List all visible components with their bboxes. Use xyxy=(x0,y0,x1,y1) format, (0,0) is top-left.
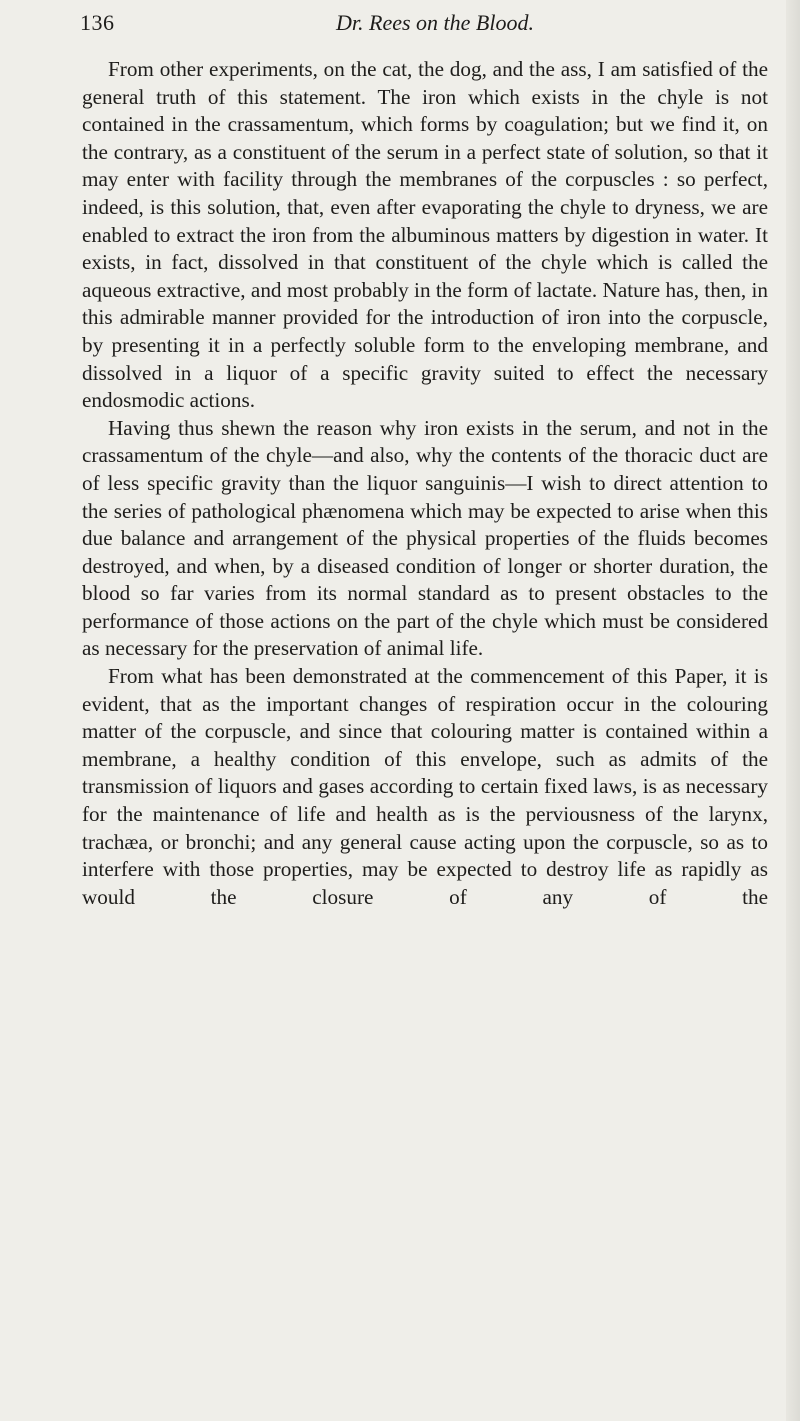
page-header xyxy=(80,10,770,46)
page-edge-shadow xyxy=(786,0,800,1421)
page-number: 136 xyxy=(80,10,115,35)
paragraph-2: Having thus shewn the reason why iron exists in the serum, and not in the crassamentum of the chyle—and also, why the contents of the thoracic duct are of less specific gravity than the liquor sanguinis—I wish to direct attention to the series of pathological phænomena which may be expected to arise when this due balance and arrangement of the physical properties of the fluids becomes destroyed, and when, by a diseased condition of longer or shorter duration, the blood so far varies from its normal standard as to present obstacles to the performance of those actions on the part of the chyle which must be considered as necessary for the preservation of animal life. xyxy=(82,415,768,661)
paragraph-1: From other experiments, on the cat, the dog, and the ass, I am satisfied of the general truth of this statement. The iron which exists in the chyle is not contained in the crassamentum, which forms by coagulation; but we find it, on the contrary, as a constituent of the serum in a perfect state of solution, so that it may enter with facility through the membranes of the corpuscles : so perfect, indeed, is this solution, that, even after evaporating the chyle to dryness, we are enabled to extract the iron from the albuminous matters by digestion in water. It exists, in fact, dissolved in that constituent of the chyle which is called the aqueous extractive, and most probably in the form of lactate. Nature has, then, in this admirable manner provided for the introduction of iron into the corpuscle, by presenting it in a perfectly soluble form to the enveloping membrane, and dissolved in a liquor of a specific gravity suited to effect the necessary endosmodic actions. xyxy=(82,57,768,413)
running-title: Dr. Rees on the Blood. xyxy=(336,10,534,35)
body-text xyxy=(82,56,768,911)
paragraph-3: From what has been demonstrated at the commencement of this Paper, it is evident, that as the important changes of respiration occur in the colouring matter of the corpuscle, and since that colouring matter is contained within a membrane, a healthy condition of this envelope, such as admits of the transmission of liquors and gases according to certain fixed laws, is as necessary for the maintenance of life and health as is the perviousness of the larynx, trachæa, or bronchi; and any general cause acting upon the corpuscle, so as to interfere with those properties, may be expected to destroy life as rapidly as would the closure of any of the xyxy=(82,664,768,909)
